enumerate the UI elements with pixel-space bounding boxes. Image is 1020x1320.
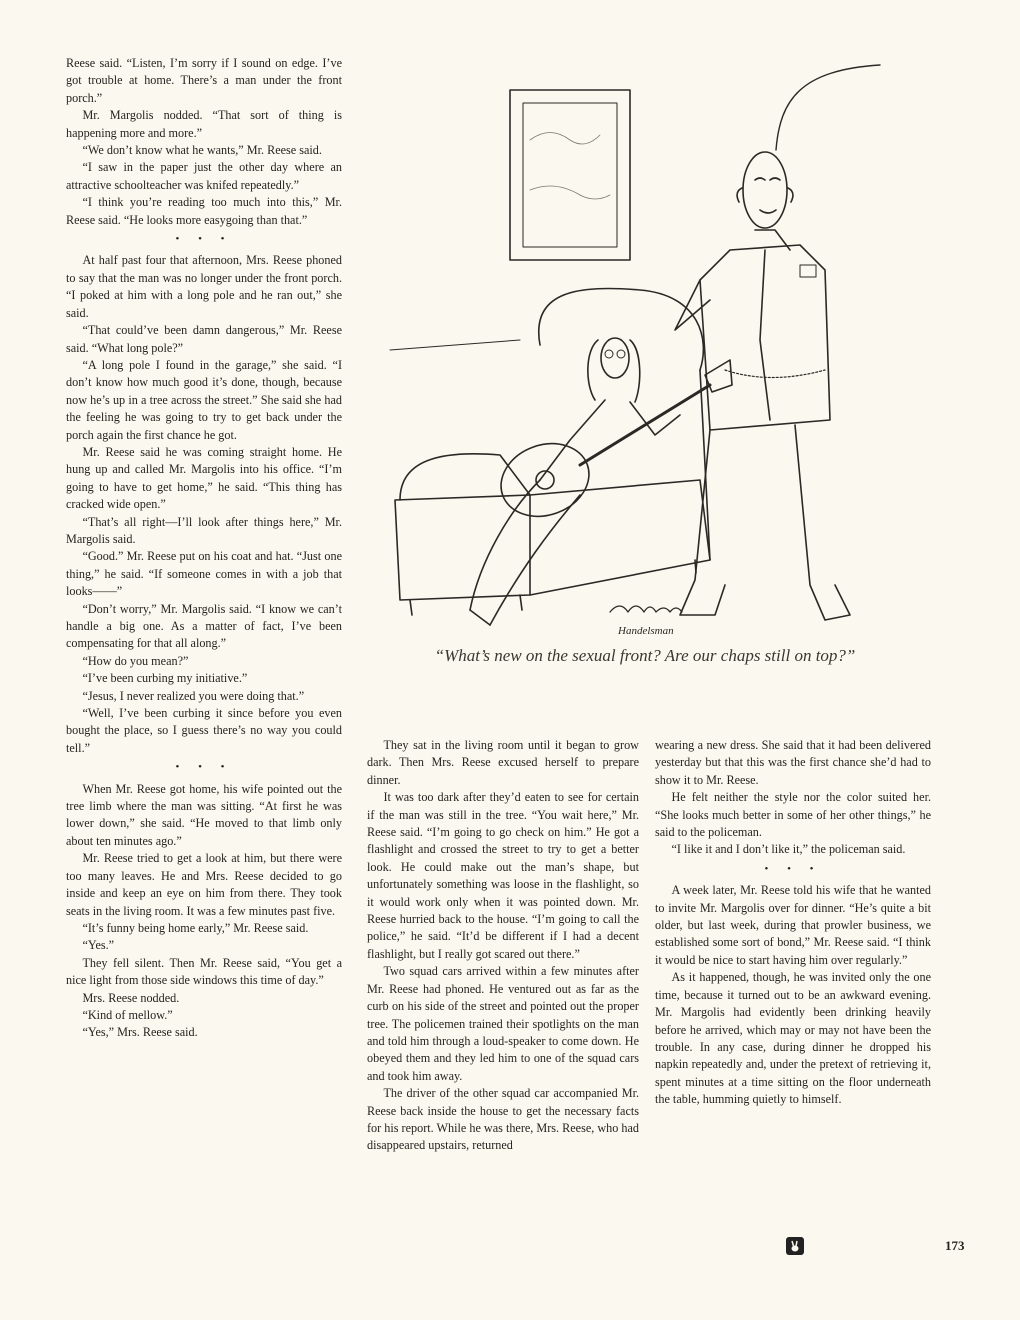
rabbit-head-logo-icon <box>786 1237 804 1255</box>
paragraph: “How do you mean?” <box>82 653 189 668</box>
paragraph: “I like it and I don’t like it,” the policeman said. <box>671 842 906 857</box>
cartoon-caption: “What’s new on the sexual front? Are our chaps still on top?” <box>434 646 856 665</box>
paragraph: He felt neither the style nor the color suited her. “She looks much better in some of her other things,” he said to the policeman. <box>655 790 931 840</box>
paragraph: “A long pole I found in the garage,” she said. “I don’t know how much good it’s done, though, because now he’s up in a tree across the street.” She said she had the feeling he was going to try to get back under the porch again the first chance he got. <box>66 357 342 442</box>
section-separator: • • • <box>175 233 233 246</box>
paragraph: They sat in the living room until it began to grow dark. Then Mrs. Reese excused herself to prepare dinner. <box>367 738 639 787</box>
paragraph: “Don’t worry,” Mr. Margolis said. “I know we can’t handle a big one. As a matter of fact, I’ve been compensating for that all along.” <box>66 601 342 651</box>
paragraph: “Yes,” Mrs. Reese said. <box>82 1025 198 1040</box>
paragraph: wearing a new dress. She said that it had been delivered yesterday but that this was the first chance she’d had to show it to Mr. Reese. <box>655 738 931 787</box>
article-column-left <box>66 55 342 1042</box>
paragraph: Mr. Reese said he was coming straight home. He hung up and called Mr. Margolis into his office. “I’m going to have to get home,” he said. “This thing has cracked wide open.” <box>66 444 342 512</box>
section-separator: • • • <box>764 862 822 875</box>
paragraph: When Mr. Reese got home, his wife pointed out the tree limb where the man was sitting. “At first he was lower down,” she said. “He moved to that limb only about ten minutes ago.” <box>66 781 342 848</box>
cartoon-illustration <box>380 40 890 640</box>
paragraph: “I saw in the paper just the other day where an attractive schoolteacher was knifed repeatedly.” <box>66 160 342 192</box>
wall-painting <box>510 90 630 260</box>
paragraph: “Good.” Mr. Reese put on his coat and hat. “Just one thing,” he said. “If someone comes in with a job that looks——” <box>66 549 342 599</box>
paragraph: “Kind of mellow.” <box>82 1007 173 1022</box>
paragraph: “That could’ve been damn dangerous,” Mr. Reese said. “What long pole?” <box>66 323 342 355</box>
armchair <box>395 289 710 615</box>
paragraph: At half past four that afternoon, Mrs. Reese phoned to say that the man was no longer under the front porch. “I poked at him with a long pole and he ran out,” she said. <box>66 253 342 320</box>
paragraph: Mr. Margolis nodded. “That sort of thing is happening more and more.” <box>66 108 342 140</box>
cartoon-signature: Handelsman <box>618 625 674 637</box>
paragraph: “We don’t know what he wants,” Mr. Reese said. <box>82 143 322 158</box>
paragraph: “Jesus, I never realized you were doing that.” <box>82 688 305 703</box>
paragraph: Mr. Reese tried to get a look at him, but there were too many leaves. He and Mrs. Reese decided to go inside and keep an eye on him from there. They took seats in the living room. It was a few minutes past five. <box>66 851 342 918</box>
paragraph: A week later, Mr. Reese told his wife that he wanted to invite Mr. Margolis over for dinner. “He’s quite a bit older, but last week, during that prowler business, we established some sort of bond,” Mr. Reese said. “I think it would be nice to start having him over regularly.” <box>655 883 931 967</box>
paragraph: It was too dark after they’d eaten to see for certain if the man was still in the tree. “You wait here,” Mr. Reese said. “I’m going to go check on him.” He got a flashlight and crossed the street to try to get a better look. He could make out the man’s shape, but unfortunately something was loose in the flashlight, so it would work only when it was pointed down. Mr. Reese hurried back to the house. “I’m going to call the police,” he said. “It’d be different if I had a decent flashlight, but I really got scared out there.” <box>367 790 639 961</box>
paragraph: “I’ve been curbing my initiative.” <box>82 671 248 686</box>
article-column-middle <box>367 737 639 1155</box>
paragraph: They fell silent. Then Mr. Reese said, “You get a nice light from those side windows this time of day.” <box>66 955 342 988</box>
paragraph: “Yes.” <box>82 938 115 953</box>
paragraph: Two squad cars arrived within a few minutes after Mr. Reese had phoned. He ventured out as far as the curb on his side of the street and pointed out the proper tree. The policemen trained their spotlights on the man and told him through a loud-speaker to come down. He obeyed them and they led him to one of the squad cars and took him away. <box>367 964 639 1083</box>
paragraph: Reese said. “Listen, I’m sorry if I sound on edge. I’ve got trouble at home. There’s a man under the front porch.” <box>66 56 342 105</box>
paragraph: “I think you’re reading too much into this,” Mr. Reese said. “He looks more easygoing than that.” <box>66 195 342 227</box>
paragraph: Mrs. Reese nodded. <box>82 990 180 1005</box>
article-column-right <box>655 737 931 1109</box>
paragraph: “Well, I’ve been curbing it since before you even bought the place, so I guess there’s no way you could tell.” <box>66 706 342 755</box>
section-separator: • • • <box>175 761 233 774</box>
paragraph: “It’s funny being home early,” Mr. Reese said. <box>82 920 309 935</box>
paragraph: “That’s all right—I’ll look after things here,” Mr. Margolis said. <box>66 514 342 546</box>
page-number: 173 <box>945 1238 965 1253</box>
paragraph: As it happened, though, he was invited only the one time, because it turned out to be an awkward evening. Mr. Margolis had evidently been drinking heavily before he arrived, which may or may not have been the trouble. In any case, during dinner he dropped his napkin repeatedly and, under the pretext of retrieving it, spent minutes at a time sitting on the floor underneath the table, humming quietly to himself. <box>655 970 931 1107</box>
paragraph: The driver of the other squad car accompanied Mr. Reese back inside the house to get the necessary facts for his report. While he was there, Mrs. Reese, who had disappeared upstairs, returned <box>367 1086 639 1153</box>
